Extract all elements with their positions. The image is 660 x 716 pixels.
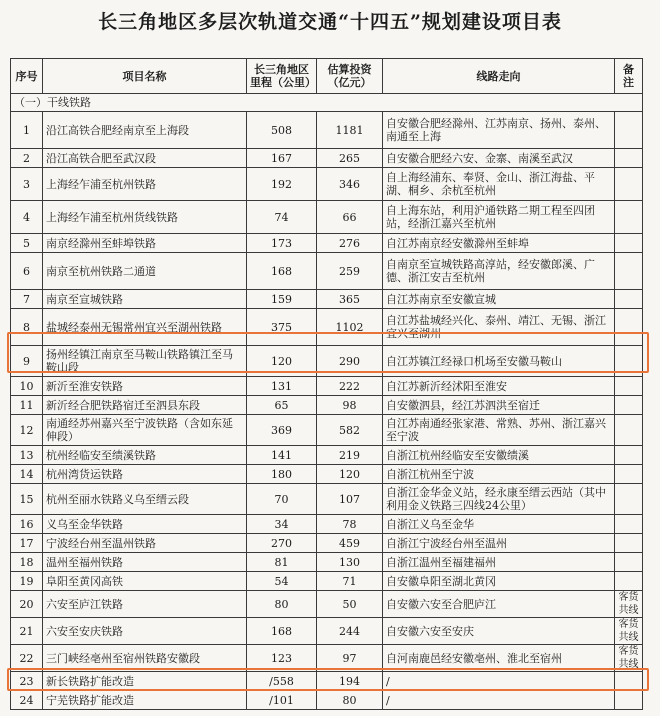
row-note: [615, 446, 643, 465]
row-investment: 219: [317, 446, 383, 465]
row-note: [615, 112, 643, 149]
row-route: 自安徽六安至安庆: [383, 618, 615, 645]
row-mileage: 168: [247, 253, 317, 290]
row-mileage: 74: [247, 201, 317, 234]
row-investment: 276: [317, 234, 383, 253]
row-name: 杭州至丽水铁路义乌至缙云段: [43, 484, 247, 515]
table-row: [11, 112, 643, 149]
header-mileage: 长三角地区里程（公里）: [247, 59, 317, 94]
row-mileage: 508: [247, 112, 317, 149]
row-no: 14: [11, 465, 43, 484]
row-no: 18: [11, 553, 43, 572]
row-no: 3: [11, 168, 43, 201]
row-mileage: 159: [247, 290, 317, 309]
row-mileage: 81: [247, 553, 317, 572]
row-no: 1: [11, 112, 43, 149]
row-mileage: /558: [247, 672, 317, 691]
table-row: [11, 534, 643, 553]
row-route: 自江苏新沂经沭阳至淮安: [383, 377, 615, 396]
row-note: [615, 396, 643, 415]
table-row: [11, 691, 643, 710]
row-note: 客货共线: [615, 618, 643, 645]
row-name: 杭州经临安至绩溪铁路: [43, 446, 247, 465]
row-investment: 265: [317, 149, 383, 168]
table-row: [11, 645, 643, 672]
table-row: [11, 515, 643, 534]
row-route: 自江苏镇江经禄口机场至安徽马鞍山: [383, 346, 615, 377]
row-no: 9: [11, 346, 43, 377]
row-note: [615, 253, 643, 290]
row-investment: 97: [317, 645, 383, 672]
row-mileage: 80: [247, 591, 317, 618]
row-mileage: 141: [247, 446, 317, 465]
table-row: [11, 672, 643, 691]
row-name: 扬州经镇江南京至马鞍山铁路镇江至马鞍山段: [43, 346, 247, 377]
row-investment: 459: [317, 534, 383, 553]
row-route: 自安徽阜阳至湖北黄冈: [383, 572, 615, 591]
row-name: 新沂经合肥铁路宿迁至泗县东段: [43, 396, 247, 415]
table-row: [11, 201, 643, 234]
row-investment: 1181: [317, 112, 383, 149]
row-mileage: 192: [247, 168, 317, 201]
row-note: [615, 201, 643, 234]
table-row: [11, 253, 643, 290]
row-no: 20: [11, 591, 43, 618]
row-note: [615, 572, 643, 591]
row-no: 10: [11, 377, 43, 396]
row-route: 自浙江义乌至金华: [383, 515, 615, 534]
table-header-row: [11, 59, 643, 94]
row-route: 自上海经浦东、奉贤、金山、浙江海盐、平湖、桐乡、余杭至杭州: [383, 168, 615, 201]
row-route: 自江苏南京至安徽宣城: [383, 290, 615, 309]
table-row: [11, 309, 643, 346]
row-no: 2: [11, 149, 43, 168]
row-no: 16: [11, 515, 43, 534]
row-name: 宁波经台州至温州铁路: [43, 534, 247, 553]
row-investment: 120: [317, 465, 383, 484]
row-name: 阜阳至黄冈高铁: [43, 572, 247, 591]
row-route: 自安徽泗县，经江苏泗洪至宿迁: [383, 396, 615, 415]
row-route: 自上海东站，利用沪通铁路二期工程至四团站，经浙江嘉兴至杭州: [383, 201, 615, 234]
row-no: 11: [11, 396, 43, 415]
row-route: 自浙江宁波经台州至温州: [383, 534, 615, 553]
row-note: [615, 553, 643, 572]
row-name: 六安至庐江铁路: [43, 591, 247, 618]
row-mileage: 34: [247, 515, 317, 534]
row-investment: 365: [317, 290, 383, 309]
row-route: 自浙江金华金义站，经永康至缙云西站（其中利用金义铁路三四线24公里）: [383, 484, 615, 515]
row-name: 六安至安庆铁路: [43, 618, 247, 645]
row-route: 自河南鹿邑经安徽亳州、淮北至宿州: [383, 645, 615, 672]
row-no: 21: [11, 618, 43, 645]
row-mileage: 65: [247, 396, 317, 415]
row-investment: 107: [317, 484, 383, 515]
row-note: [615, 534, 643, 553]
row-route: 自南京至宣城铁路高淳站，经安徽郎溪、广德、浙江安吉至杭州: [383, 253, 615, 290]
header-investment: 估算投资（亿元）: [317, 59, 383, 94]
row-mileage: 120: [247, 346, 317, 377]
row-no: 12: [11, 415, 43, 446]
row-mileage: 54: [247, 572, 317, 591]
row-name: 盐城经泰州无锡常州宜兴至湖州铁路: [43, 309, 247, 346]
table-row: [11, 290, 643, 309]
row-name: 沿江高铁合肥至武汉段: [43, 149, 247, 168]
row-name: 上海经乍浦至杭州货线铁路: [43, 201, 247, 234]
row-no: 17: [11, 534, 43, 553]
row-mileage: 70: [247, 484, 317, 515]
row-note: [615, 168, 643, 201]
row-name: 温州至福州铁路: [43, 553, 247, 572]
row-no: 24: [11, 691, 43, 710]
row-no: 4: [11, 201, 43, 234]
row-investment: 582: [317, 415, 383, 446]
row-name: 上海经乍浦至杭州铁路: [43, 168, 247, 201]
row-route: 自浙江杭州至宁波: [383, 465, 615, 484]
table-row: [11, 415, 643, 446]
table-row: [11, 168, 643, 201]
row-note: [615, 309, 643, 346]
row-route: 自浙江温州至福建福州: [383, 553, 615, 572]
row-investment: 290: [317, 346, 383, 377]
row-route: 自江苏南通经张家港、常熟、苏州、浙江嘉兴至宁波: [383, 415, 615, 446]
row-investment: 1102: [317, 309, 383, 346]
row-mileage: 168: [247, 618, 317, 645]
table-row: [11, 346, 643, 377]
header-route: 线路走向: [383, 59, 615, 94]
row-investment: 71: [317, 572, 383, 591]
row-note: 客货共线: [615, 645, 643, 672]
row-mileage: 180: [247, 465, 317, 484]
table-row: [11, 572, 643, 591]
row-note: [615, 672, 643, 691]
row-note: [615, 484, 643, 515]
row-route: /: [383, 691, 615, 710]
row-note: 客货共线: [615, 591, 643, 618]
row-name: 义乌至金华铁路: [43, 515, 247, 534]
header-note: 备注: [615, 59, 643, 94]
row-mileage: 167: [247, 149, 317, 168]
row-note: [615, 377, 643, 396]
row-mileage: 270: [247, 534, 317, 553]
row-name: 三门峡经亳州至宿州铁路安徽段: [43, 645, 247, 672]
row-investment: 222: [317, 377, 383, 396]
row-note: [615, 515, 643, 534]
table-row: [11, 149, 643, 168]
table-row: [11, 446, 643, 465]
row-name: 杭州湾货运铁路: [43, 465, 247, 484]
header-no: 序号: [11, 59, 43, 94]
row-investment: 130: [317, 553, 383, 572]
row-no: 23: [11, 672, 43, 691]
row-name: 南京经滁州至蚌埠铁路: [43, 234, 247, 253]
row-investment: 244: [317, 618, 383, 645]
row-no: 7: [11, 290, 43, 309]
row-note: [615, 346, 643, 377]
row-route: /: [383, 672, 615, 691]
row-route: 自安徽合肥经滁州、江苏南京、扬州、泰州、南通至上海: [383, 112, 615, 149]
row-name: 宁芜铁路扩能改造: [43, 691, 247, 710]
row-no: 8: [11, 309, 43, 346]
row-route: 自安徽六安至合肥庐江: [383, 591, 615, 618]
table-row: [11, 234, 643, 253]
row-mileage: 131: [247, 377, 317, 396]
page-title: 长三角地区多层次轨道交通“十四五”规划建设项目表: [98, 11, 562, 33]
row-investment: 194: [317, 672, 383, 691]
table-row: [11, 484, 643, 515]
section-label: （一）干线铁路: [11, 94, 643, 112]
row-route: 自江苏南京经安徽滁州至蚌埠: [383, 234, 615, 253]
row-name: 南京至杭州铁路二通道: [43, 253, 247, 290]
row-investment: 259: [317, 253, 383, 290]
row-investment: 78: [317, 515, 383, 534]
row-investment: 98: [317, 396, 383, 415]
row-route: 自江苏盐城经兴化、泰州、靖江、无锡、浙江宜兴至湖州: [383, 309, 615, 346]
header-name: 项目名称: [43, 59, 247, 94]
row-note: [615, 415, 643, 446]
row-no: 15: [11, 484, 43, 515]
row-mileage: /101: [247, 691, 317, 710]
table-row: [11, 618, 643, 645]
section-row: [11, 94, 643, 112]
table-row: [11, 465, 643, 484]
table-row: [11, 377, 643, 396]
row-note: [615, 465, 643, 484]
row-investment: 50: [317, 591, 383, 618]
table-row: [11, 396, 643, 415]
row-note: [615, 234, 643, 253]
row-note: [615, 290, 643, 309]
row-mileage: 375: [247, 309, 317, 346]
table-row: [11, 553, 643, 572]
row-no: 5: [11, 234, 43, 253]
row-investment: 80: [317, 691, 383, 710]
row-no: 6: [11, 253, 43, 290]
row-investment: 346: [317, 168, 383, 201]
row-investment: 66: [317, 201, 383, 234]
row-mileage: 369: [247, 415, 317, 446]
row-route: 自安徽合肥经六安、金寨、南溪至武汉: [383, 149, 615, 168]
row-no: 19: [11, 572, 43, 591]
project-table: [10, 58, 643, 710]
row-name: 南京至宣城铁路: [43, 290, 247, 309]
row-note: [615, 691, 643, 710]
row-name: 沿江高铁合肥经南京至上海段: [43, 112, 247, 149]
row-name: 南通经苏州嘉兴至宁波铁路（含如东延伸段）: [43, 415, 247, 446]
row-name: 新长铁路扩能改造: [43, 672, 247, 691]
row-name: 新沂至淮安铁路: [43, 377, 247, 396]
table-row: [11, 591, 643, 618]
row-mileage: 173: [247, 234, 317, 253]
row-route: 自浙江杭州经临安至安徽绩溪: [383, 446, 615, 465]
row-mileage: 123: [247, 645, 317, 672]
row-no: 13: [11, 446, 43, 465]
row-no: 22: [11, 645, 43, 672]
row-note: [615, 149, 643, 168]
